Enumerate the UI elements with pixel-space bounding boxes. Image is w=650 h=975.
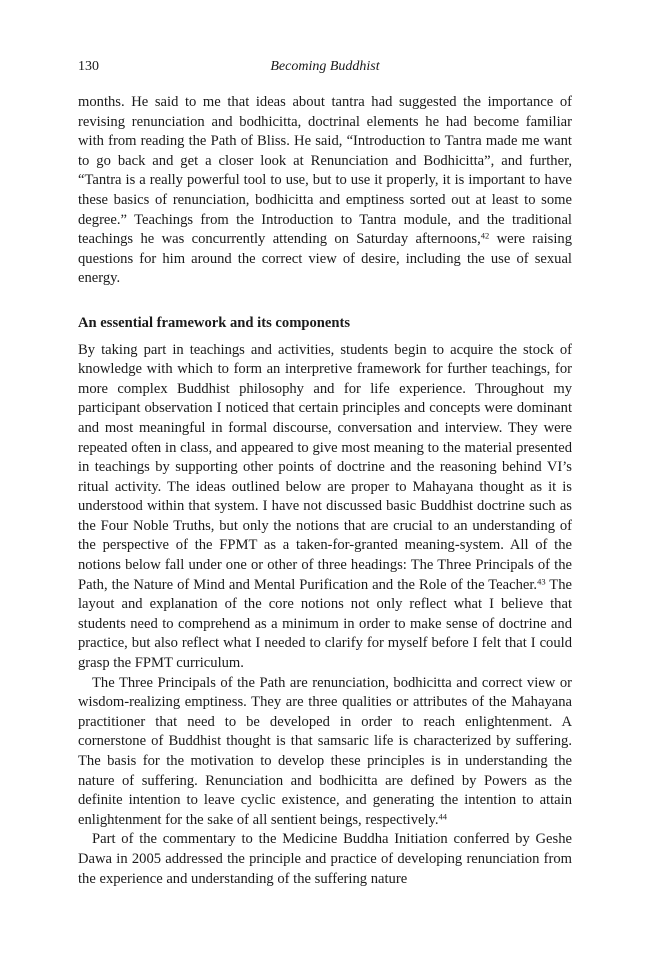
footnote-ref[interactable]: 43 bbox=[537, 575, 546, 586]
body-text bbox=[78, 93, 572, 889]
paragraph-text: The Three Principals of the Path are renunciation, bodhicitta and correct view or wisdom-realizing emptiness. They are three qualities or attributes of the Mahayana practitioner that need to be developed in order to reach enlightenment. A cornerstone of Buddhist thought is that samsaric life is characterized by suffering. The basis for the motivation to develop these principles is in understanding the nature of suffering. Renunciation and bodhicitta are defined by Powers as the definite intention to leave cyclic existence, and generating the intention to attain enlightenment for the sake of all sentient beings, respectively. bbox=[78, 674, 572, 828]
paragraph-text: were raising questions for him around the correct view of desire, including the use of sexual energy. bbox=[78, 231, 573, 287]
section-heading: An essential framework and its components bbox=[78, 314, 351, 331]
paragraph bbox=[78, 830, 572, 889]
paragraph-text: By taking part in teachings and activities, students begin to acquire the stock of knowledge with which to form an interpretive framework for further teachings, for more complex Buddhist philosophy and for life experience. Throughout my participant observation I noticed that certain principles and concepts were dominant and most meaningful in formal discourse, conversation and interview. They were repeated often in class, and appeared to give most meaning to the material presented in teachings by supporting other points of doctrine and the reasoning behind VI’s ritual activity. The ideas outlined below are proper to Mahayana thought as it is understood within that system. I have not discussed basic Buddhist doctrine such as the Four Noble Truths, but only the notions that are crucial to an understanding of the perspective of the FPMT as a taken-for-granted meaning-system. All of the notions below fall under one or other of three headings: The Three Principals of the Path, the Nature of Mind and Mental Purification and the Role of the Teacher. bbox=[78, 341, 572, 593]
footnote-ref[interactable]: 42 bbox=[480, 230, 490, 241]
book-title: Becoming Buddhist bbox=[270, 59, 380, 74]
paragraph bbox=[78, 674, 572, 831]
page-number: 130 bbox=[78, 59, 99, 74]
paragraph-text: Part of the commentary to the Medicine Buddha Initiation conferred by Geshe Dawa in 2005 addressed the principle and practice of developing renunciation from the experience and understanding of the suffering nature bbox=[78, 831, 572, 887]
paragraph bbox=[78, 93, 572, 289]
paragraph bbox=[78, 341, 572, 674]
paragraph-text: months. He said to me that ideas about tantra had suggested the importance of revising renunciation and bodhicitta, doctrinal elements he had become familiar with from reading the Path of Bliss. He said, “Introduction to Tantra made me want to go back and get a closer look at Renunciation and Bodhicitta”, and further, “Tantra is a really powerful tool to use, but to use it properly, it is important to have these basics of renunciation, bodhicitta and emptiness sorted out at least to some degree.” Teachings from the Introduction to Tantra module, and the traditional teachings he was concurrently attending on Saturday afternoons, bbox=[78, 94, 572, 248]
footnote-ref[interactable]: 44 bbox=[438, 811, 448, 822]
paragraph-text: The layout and explanation of the core notions not only reflect what I believe that students need to comprehend as a minimum in order to make sense of doctrine and practice, but also reflect what I needed to clarify for myself before I felt that I could grasp the FPMT curriculum. bbox=[78, 576, 572, 672]
